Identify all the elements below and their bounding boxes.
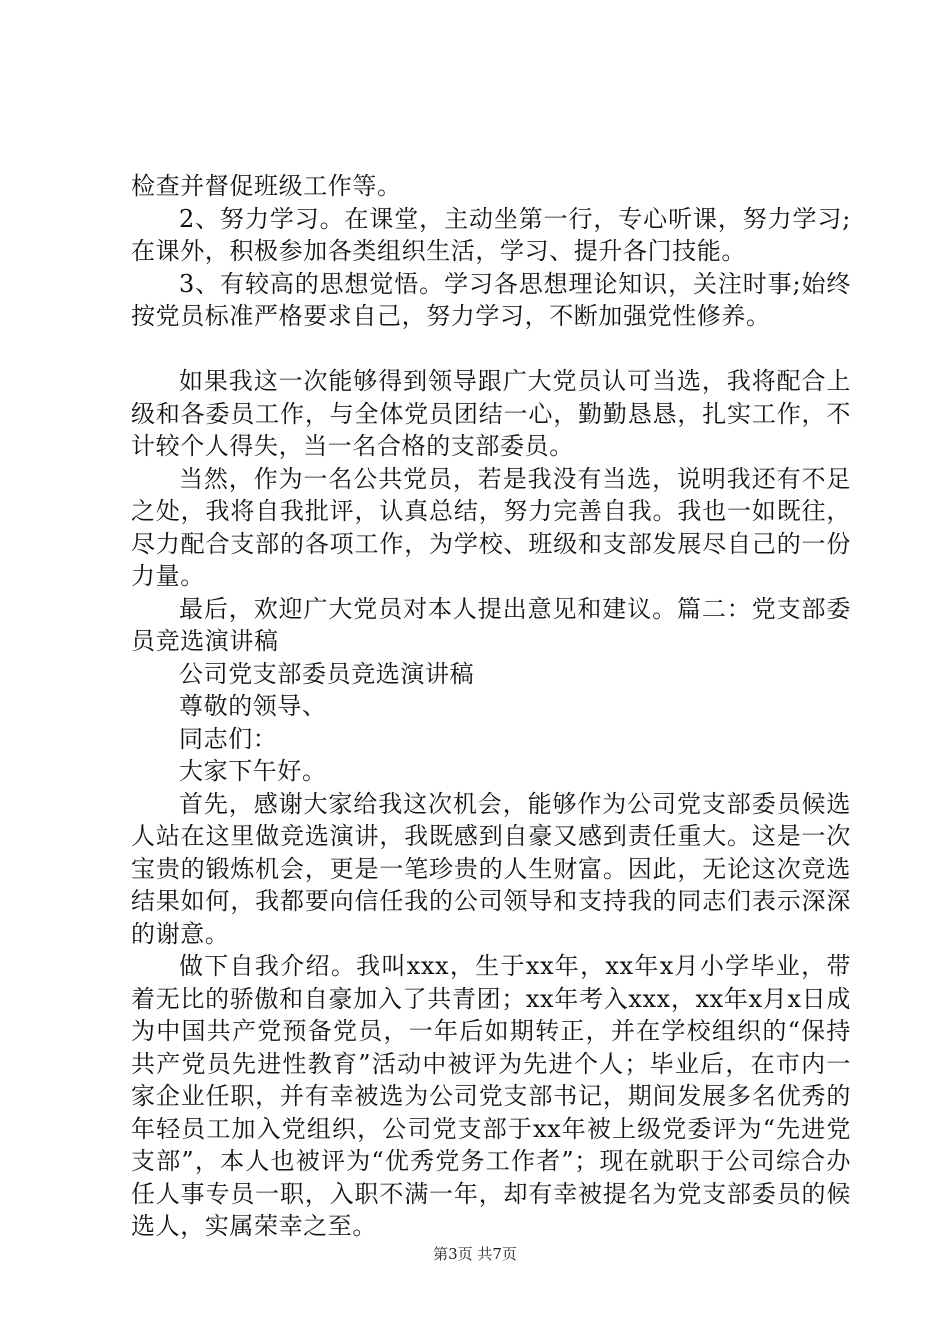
salutation-comrades: 同志们： (179, 724, 278, 753)
paragraph-thanks: 首先，感谢大家给我这次机会，能够作为公司党支部委员候选人站在这里做竞选演讲，我既感到自豪又感到责任重大。这是一次宝贵的锻炼机会，更是一笔珍贵的人生财富。因此，无论这次竞选结果如何，我都要向信任我的公司领导和支持我的同志们表示深深的谢意。 (131, 789, 851, 948)
salutation-leaders: 尊敬的领导、 (179, 692, 327, 720)
document-body (131, 170, 851, 1243)
paragraph-self-introduction: 做下自我介绍。我叫xxx，生于xx年，xx年x月小学毕业，带着无比的骄傲和自豪加入了共青团；xx年考入xxx，xx年x月x日成为中国共产党预备党员，一年后如期转正，并在学校组织的“保持共产党员先进性教育”活动中被评为先进个人；毕业后，在市内一家企业任职，并有幸被选为公司党支部书记，期间发展多名优秀的年轻员工加入党组织，公司党支部于xx年被上级党委评为“先进党支部”，本人也被评为“优秀党务工作者”；现在就职于公司综合办任人事专员一职，入职不满一年，却有幸被提名为党支部委员的候选人，实属荣幸之至。 (131, 952, 851, 1240)
page-number-footer: 第3页 共7页 (433, 1245, 517, 1263)
paragraph-spacer (131, 333, 851, 366)
section-title: 公司党支部委员竞选演讲稿 (179, 659, 475, 688)
paragraph-if-elected: 如果我这一次能够得到领导跟广大党员认可当选，我将配合上级和各委员工作，与全体党员团结一心，勤勤恳恳，扎实工作，不计较个人得失，当一名合格的支部委员。 (131, 367, 851, 460)
paragraph-study-hard: 2、努力学习。在课堂，主动坐第一行，专心听课，努力学习;在课外，积极参加各类组织生活，学习、提升各门技能。 (131, 204, 851, 265)
paragraph-check-supervise: 检查并督促班级工作等。 (131, 172, 402, 200)
paragraph-closing-part-two: 最后，欢迎广大党员对本人提出意见和建议。篇二：党支部委员竞选演讲稿 (131, 594, 851, 655)
greeting: 大家下午好。 (179, 757, 327, 785)
paragraph-political-awareness: 3、有较高的思想觉悟。学习各思想理论知识，关注时事;始终按党员标准严格要求自己，努力学习，不断加强党性修养。 (131, 269, 851, 330)
paragraph-if-not-elected: 当然，作为一名公共党员，若是我没有当选，说明我还有不足之处，我将自我批评，认真总结，努力完善自我。我也一如既往，尽力配合支部的各项工作，为学校、班级和支部发展尽自己的一份力量。 (131, 464, 851, 590)
